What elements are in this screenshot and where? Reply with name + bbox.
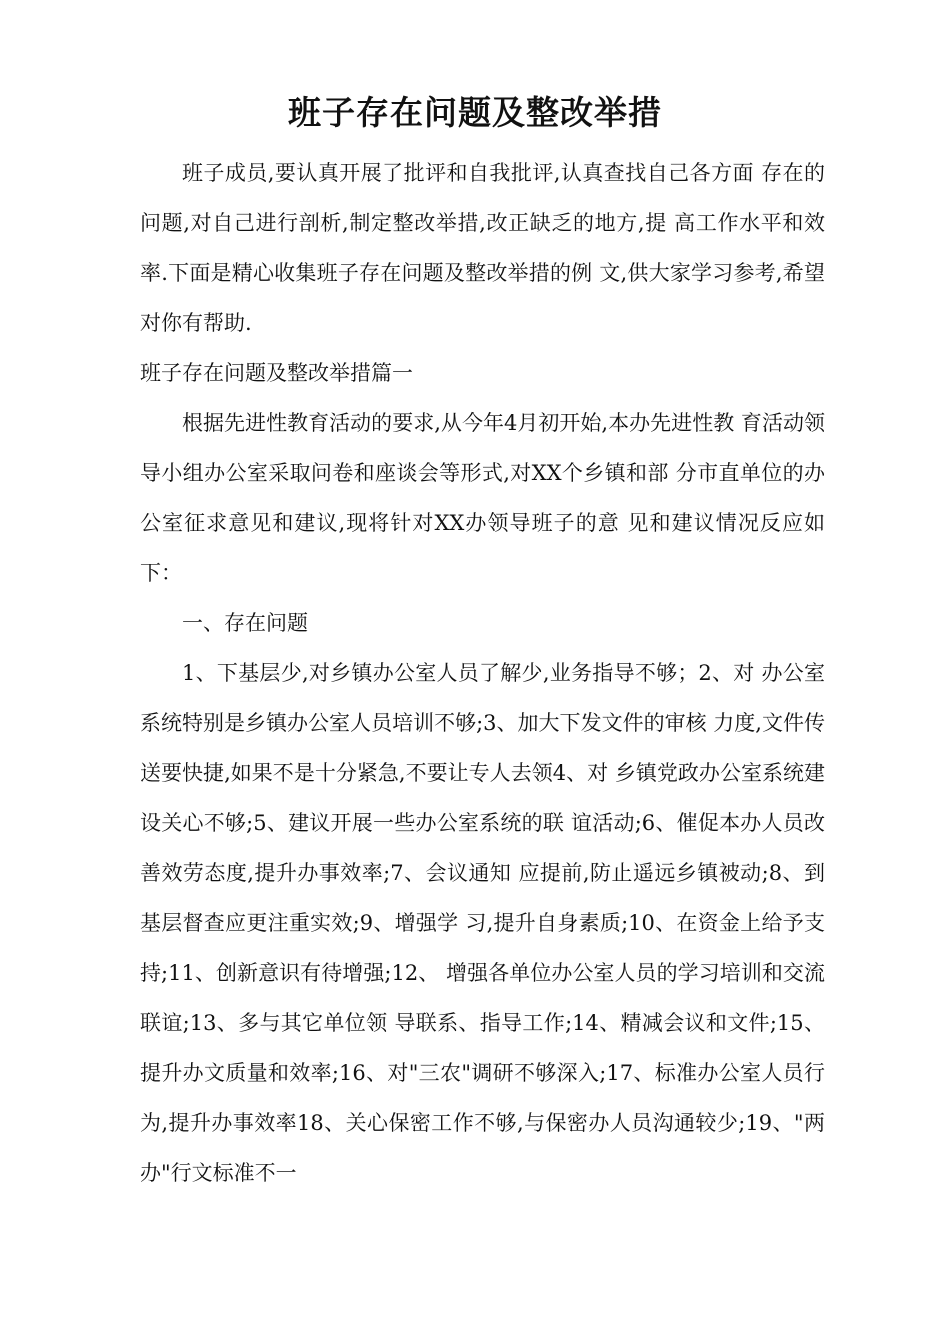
section-heading: 班子存在问题及整改举措篇一 bbox=[140, 361, 413, 385]
problems-list-paragraph: 1、下基层少,对乡镇办公室人员了解少,业务指导不够；2、对 办公室系统特别是乡镇办公室人员培训不够;3、加大下发文件的审核 力度,文件传送要快捷,如果不是十分紧急,不要让专人去领4、对 乡镇党政办公室系统建设关心不够;5、建议开展一些办公室系统的联 谊活动;6、催促本办人员改善效劳态度,提升办事效率;7、会议通知 应提前,防止遥远乡镇被动;8、到基层督查应更注重实效;9、增强学 习,提升自身素质;10、在资金上给予支持;11、创新意识有待增强;12、 增强各单位办公室人员的学习培训和交流联谊;13、多与其它单位领 导联系、指导工作;14、精减会议和文件;15、提升办文质量和效率;16、对"三农"调研不够深入;17、标准办公室人员行为,提升办事效率18、关心保密工作不够,与保密办人员沟通较少;19、"两办"行文标准不一 bbox=[140, 661, 825, 1185]
document-title: 班子存在问题及整改举措 bbox=[288, 93, 662, 132]
document-body bbox=[140, 148, 825, 1198]
subsection-heading: 一、存在问题 bbox=[182, 611, 308, 635]
background-paragraph: 根据先进性教育活动的要求,从今年4月初开始,本办先进性教 育活动领导小组办公室采取问卷和座谈会等形式,对XX个乡镇和部 分市直单位的办公室征求意见和建议,现将针对XX办领导班子的意 见和建议情况反应如下： bbox=[140, 411, 825, 585]
intro-paragraph: 班子成员,要认真开展了批评和自我批评,认真查找自己各方面 存在的问题,对自己进行剖析,制定整改举措,改正缺乏的地方,提 高工作水平和效率.下面是精心收集班子存在问题及整改举措的例 文,供大家学习参考,希望对你有帮助. bbox=[140, 161, 825, 335]
